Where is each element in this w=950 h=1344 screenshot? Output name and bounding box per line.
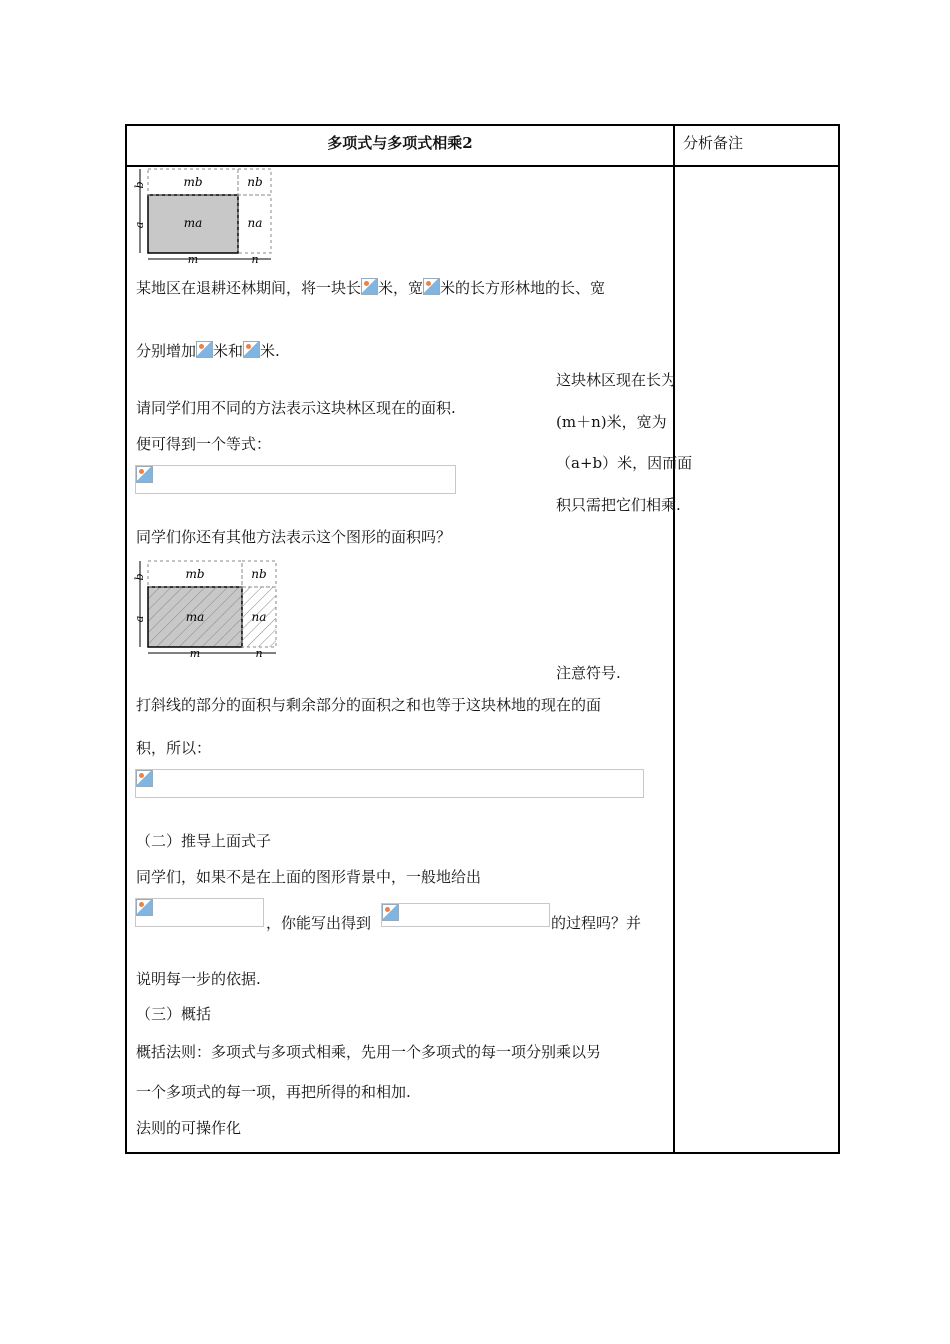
paragraph-9a: ，你能写出得到 bbox=[266, 914, 372, 932]
paragraph-2: 分别增加 米和 米. bbox=[136, 342, 280, 360]
notes-column-title: 分析备注 bbox=[683, 134, 744, 152]
label-n: n bbox=[251, 253, 259, 265]
section-2-heading: （二）推导上面式子 bbox=[136, 832, 272, 850]
label-nb: nb bbox=[247, 175, 263, 189]
paragraph-13: 法则的可操作化 bbox=[136, 1119, 242, 1137]
paragraph-8: 同学们，如果不是在上面的图形背景中，一般地给出 bbox=[136, 868, 482, 886]
formula-image-icon bbox=[423, 278, 440, 295]
paragraph-9b: 的过程吗？并 bbox=[551, 914, 642, 932]
label-a: a bbox=[133, 221, 146, 229]
paragraph-4: 便可得到一个等式： bbox=[136, 435, 272, 453]
formula-image-icon bbox=[136, 466, 153, 483]
formula-image-icon bbox=[196, 341, 213, 358]
label-nb: nb bbox=[251, 567, 267, 581]
formula-image-icon bbox=[361, 278, 378, 295]
table-title: 多项式与多项式相乘2 bbox=[327, 134, 473, 152]
note-line-2: (m＋n)米，宽为 bbox=[556, 413, 667, 431]
formula-box-3 bbox=[135, 898, 264, 927]
label-m: m bbox=[187, 253, 199, 265]
formula-image-icon bbox=[243, 341, 260, 358]
paragraph-5: 同学们你还有其他方法表示这个图形的面积吗？ bbox=[136, 528, 452, 546]
paragraph-12: 一个多项式的每一项，再把所得的和相加. bbox=[136, 1083, 411, 1101]
label-na: na bbox=[247, 216, 263, 230]
paragraph-7: 积，所以： bbox=[136, 739, 212, 757]
note-line-3: （a+b）米，因而面 bbox=[556, 454, 693, 472]
paragraph-1: 某地区在退耕还林期间，将一块长 米，宽 米的长方形林地的长、宽 bbox=[136, 279, 606, 297]
formula-image-icon bbox=[136, 770, 153, 787]
label-a: a bbox=[133, 615, 146, 623]
formula-image-icon bbox=[382, 904, 399, 921]
label-m: m bbox=[189, 647, 201, 660]
section-3-heading: （三）概括 bbox=[136, 1005, 212, 1023]
label-ma: ma bbox=[185, 610, 205, 624]
label-na: na bbox=[251, 610, 267, 624]
paragraph-10: 说明每一步的依据. bbox=[136, 970, 261, 988]
formula-box-2 bbox=[135, 769, 644, 798]
area-figure-2 bbox=[133, 557, 283, 662]
formula-image-icon bbox=[136, 899, 153, 916]
label-mb: mb bbox=[183, 175, 203, 189]
paragraph-6: 打斜线的部分的面积与剩余部分的面积之和也等于这块林地的现在的面 bbox=[136, 696, 602, 714]
label-b: b bbox=[133, 573, 146, 581]
column-divider bbox=[673, 126, 675, 1152]
formula-box-4 bbox=[381, 903, 550, 927]
label-ma: ma bbox=[183, 216, 203, 230]
note-line-5: 注意符号. bbox=[556, 664, 621, 682]
label-mb: mb bbox=[185, 567, 205, 581]
area-figure-1 bbox=[133, 165, 278, 265]
label-b: b bbox=[133, 181, 146, 189]
paragraph-3: 请同学们用不同的方法表示这块林区现在的面积. bbox=[136, 399, 456, 417]
label-n: n bbox=[255, 647, 263, 660]
note-line-4: 积只需把它们相乘. bbox=[556, 496, 681, 514]
note-line-1: 这块林区现在长为 bbox=[556, 371, 677, 389]
formula-box-1 bbox=[135, 465, 456, 494]
paragraph-11: 概括法则：多项式与多项式相乘，先用一个多项式的每一项分别乘以另 bbox=[136, 1043, 602, 1061]
